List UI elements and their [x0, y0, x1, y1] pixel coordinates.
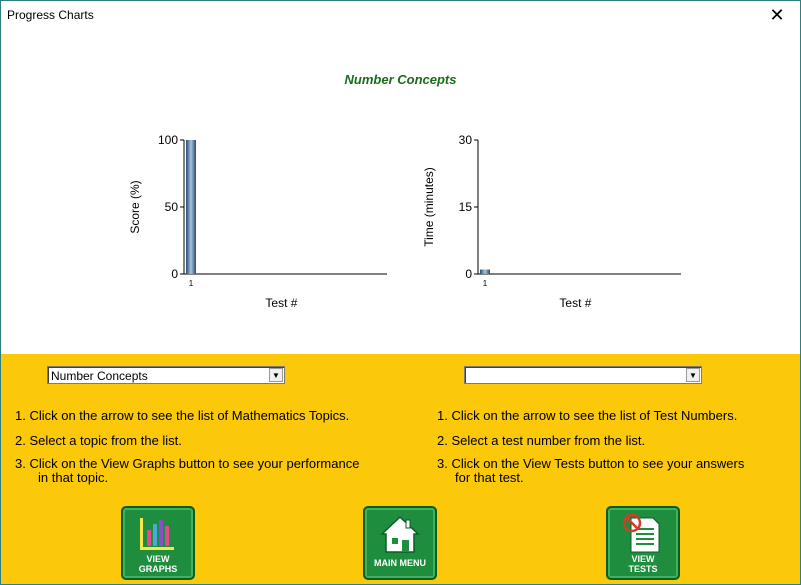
x-tick-label: 1 [188, 279, 194, 288]
y-tick-label: 30 [458, 133, 472, 147]
y-tick-label: 50 [164, 200, 178, 214]
bar [186, 140, 196, 274]
chevron-down-icon[interactable]: ▼ [269, 368, 283, 382]
bar-chart-icon [137, 514, 177, 554]
left-instruction-1: 1. Click on the arrow to see the list of Mathematics Topics. [15, 408, 350, 423]
left-instruction-3: 3. Click on the View Graphs button to see your performance [15, 456, 360, 471]
test-sheet-icon [621, 512, 665, 556]
y-tick-label: 0 [465, 267, 472, 281]
topic-select[interactable] [47, 366, 285, 384]
time-chart [415, 126, 695, 321]
x-tick-label: 1 [482, 279, 488, 288]
house-icon [378, 514, 422, 554]
window-title: Progress Charts [7, 8, 94, 22]
main-menu-label: MAIN MENU [374, 558, 426, 568]
left-instruction-3-cont: in that topic. [38, 470, 109, 485]
right-instruction-1: 1. Click on the arrow to see the list of Test Numbers. [437, 408, 738, 423]
chevron-down-icon[interactable]: ▼ [686, 368, 700, 382]
left-instruction-2: 2. Select a topic from the list. [15, 433, 182, 448]
view-tests-button[interactable] [606, 506, 680, 580]
test-number-select[interactable] [464, 366, 702, 384]
y-axis-label: Score (%) [128, 180, 142, 234]
right-instruction-2: 2. Select a test number from the list. [437, 433, 646, 448]
y-axis-label: Time (minutes) [422, 167, 436, 247]
y-tick-label: 0 [171, 267, 178, 281]
close-button[interactable]: ✕ [769, 5, 785, 25]
view-tests-label-2: TESTS [628, 564, 658, 574]
chart-title: Number Concepts [344, 72, 457, 87]
y-tick-label: 100 [157, 133, 178, 147]
view-graphs-label-1: VIEW [146, 554, 170, 564]
x-axis-label: Test # [265, 296, 298, 310]
title-bar [1, 1, 800, 31]
score-chart [121, 126, 401, 321]
view-graphs-label-2: GRAPHS [138, 564, 178, 574]
bar [480, 270, 490, 274]
view-graphs-button[interactable] [121, 506, 195, 580]
topic-select-value: Number Concepts [51, 369, 148, 383]
view-tests-label-1: VIEW [631, 554, 655, 564]
main-menu-button[interactable] [363, 506, 437, 580]
right-instruction-3: 3. Click on the View Tests button to see your answers [437, 456, 745, 471]
y-tick-label: 15 [458, 200, 472, 214]
control-panel [1, 354, 800, 584]
x-axis-label: Test # [559, 296, 592, 310]
right-instruction-3-cont: for that test. [455, 470, 524, 485]
